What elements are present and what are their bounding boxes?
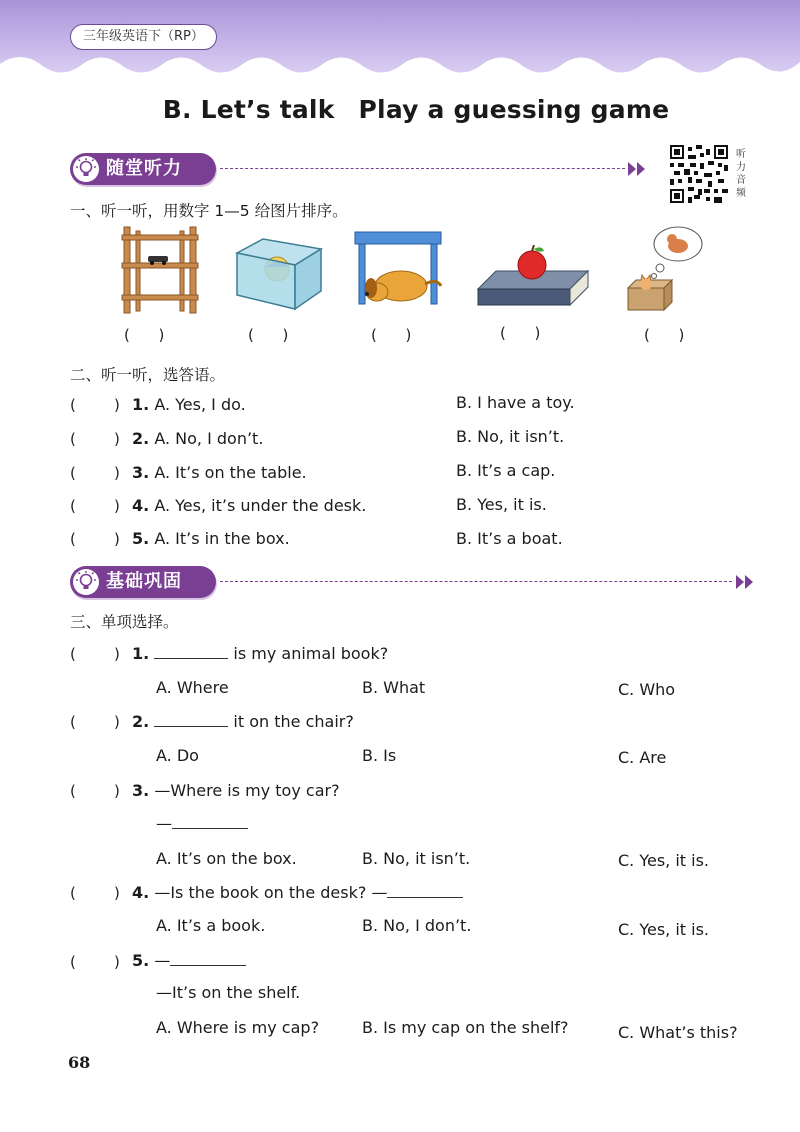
question-stem: 1. is my animal book?: [132, 644, 389, 663]
option-b: B. Yes, it is.: [456, 495, 547, 514]
section-badge: [70, 153, 216, 185]
question-stem: 2. it on the chair?: [132, 712, 354, 731]
option-c: C. Who: [618, 680, 676, 699]
option-a: A. It’s on the box.: [156, 849, 297, 868]
option-a: A. Yes, I do.: [154, 395, 246, 414]
question-row: 5. A. It’s in the box.: [132, 529, 290, 548]
section-listening-header: [70, 153, 650, 187]
option-a: A. It’s in the box.: [154, 529, 290, 548]
qr-code-icon[interactable]: [670, 145, 728, 203]
option-b: B. No, it isn’t.: [362, 849, 471, 868]
question-row: 1. A. Yes, I do.: [132, 395, 246, 414]
option-b: B. Is my cap on the shelf?: [362, 1018, 569, 1037]
section-badge: [70, 566, 216, 598]
question-row: 3. A. It’s on the table.: [132, 463, 307, 482]
question-stem: 4. —Is the book on the desk? —: [132, 883, 463, 902]
lightbulb-icon: [73, 156, 99, 182]
apple-on-book-icon: [476, 245, 590, 309]
answer-paren[interactable]: ( ): [70, 530, 120, 548]
section-divider: [220, 581, 732, 582]
option-c: C. Are: [618, 748, 667, 767]
title-topic: Play a guessing game: [358, 95, 670, 124]
answer-blank[interactable]: [154, 644, 228, 659]
answer-paren[interactable]: ( ): [70, 884, 120, 902]
option-a: A. It’s a book.: [156, 916, 266, 935]
answer-paren[interactable]: ( ): [70, 396, 120, 414]
lightbulb-icon: [73, 569, 99, 595]
page-title: [0, 95, 800, 124]
section-divider: [220, 168, 625, 169]
answer-paren[interactable]: ( ): [70, 464, 120, 482]
section-label: 基础巩固: [106, 571, 182, 592]
option-a: A. No, I don’t.: [154, 429, 264, 448]
book-tag: 三年级英语下（RP）: [70, 24, 217, 50]
option-a: A. Where is my cap?: [156, 1018, 320, 1037]
task3-title: 三、单项选择。: [70, 613, 179, 631]
option-b: B. Is: [362, 746, 397, 765]
option-a: A. It’s on the table.: [154, 463, 307, 482]
task1-title: 一、听一听，用数字 1—5 给图片排序。: [70, 202, 348, 220]
option-b: B. I have a toy.: [456, 393, 575, 412]
answer-paren[interactable]: ( ): [70, 953, 120, 971]
double-arrow-icon: [626, 160, 650, 178]
answer-paren[interactable]: ( ): [70, 645, 120, 663]
answer-blank[interactable]: [170, 951, 246, 966]
qr-label: 听 力 音 频: [736, 149, 746, 199]
title-part: B. Let’s talk: [162, 95, 335, 124]
option-b: B. No, it isn’t.: [456, 427, 565, 446]
answer-line: —: [156, 814, 248, 833]
option-b: B. What: [362, 678, 426, 697]
picture-answer-3[interactable]: ( ): [371, 326, 412, 344]
question-stem: 3. —Where is my toy car?: [132, 781, 340, 800]
option-a: A. Do: [156, 746, 199, 765]
question-row: 4. A. Yes, it’s under the desk.: [132, 496, 367, 515]
option-c: C. Yes, it is.: [618, 920, 710, 939]
section-label: 随堂听力: [106, 158, 182, 179]
option-b: B. No, I don’t.: [362, 916, 472, 935]
task2-title: 二、听一听，选答语。: [70, 366, 226, 384]
page-number: 68: [68, 1053, 91, 1072]
header-band: [0, 0, 800, 80]
answer-paren[interactable]: ( ): [70, 497, 120, 515]
picture-answer-2[interactable]: ( ): [248, 326, 289, 344]
answer-blank[interactable]: [387, 883, 463, 898]
answer-paren[interactable]: ( ): [70, 713, 120, 731]
option-b: B. It’s a boat.: [456, 529, 563, 548]
question-reply: —It’s on the shelf.: [156, 983, 301, 1002]
picture-answer-5[interactable]: ( ): [644, 326, 685, 344]
dog-under-desk-icon: [353, 228, 445, 308]
picture-answer-4[interactable]: ( ): [500, 324, 541, 342]
option-c: C. Yes, it is.: [618, 851, 710, 870]
question-row: 2. A. No, I don’t.: [132, 429, 264, 448]
double-arrow-icon: [734, 573, 758, 591]
option-b: B. It’s a cap.: [456, 461, 556, 480]
answer-blank[interactable]: [172, 814, 248, 829]
question-stem: 5. —: [132, 951, 246, 970]
cat-in-box-thinking-dog-icon: [622, 224, 708, 312]
option-a: A. Yes, it’s under the desk.: [154, 496, 367, 515]
picture-answer-1[interactable]: ( ): [124, 326, 165, 344]
answer-paren[interactable]: ( ): [70, 430, 120, 448]
answer-blank[interactable]: [154, 712, 228, 727]
option-c: C. What’s this?: [618, 1023, 738, 1042]
section-basics-header: [70, 566, 760, 600]
answer-paren[interactable]: ( ): [70, 782, 120, 800]
ball-in-box-icon: [233, 233, 325, 315]
shelf-with-toy-car-icon: [118, 225, 202, 315]
option-a: A. Where: [156, 678, 229, 697]
